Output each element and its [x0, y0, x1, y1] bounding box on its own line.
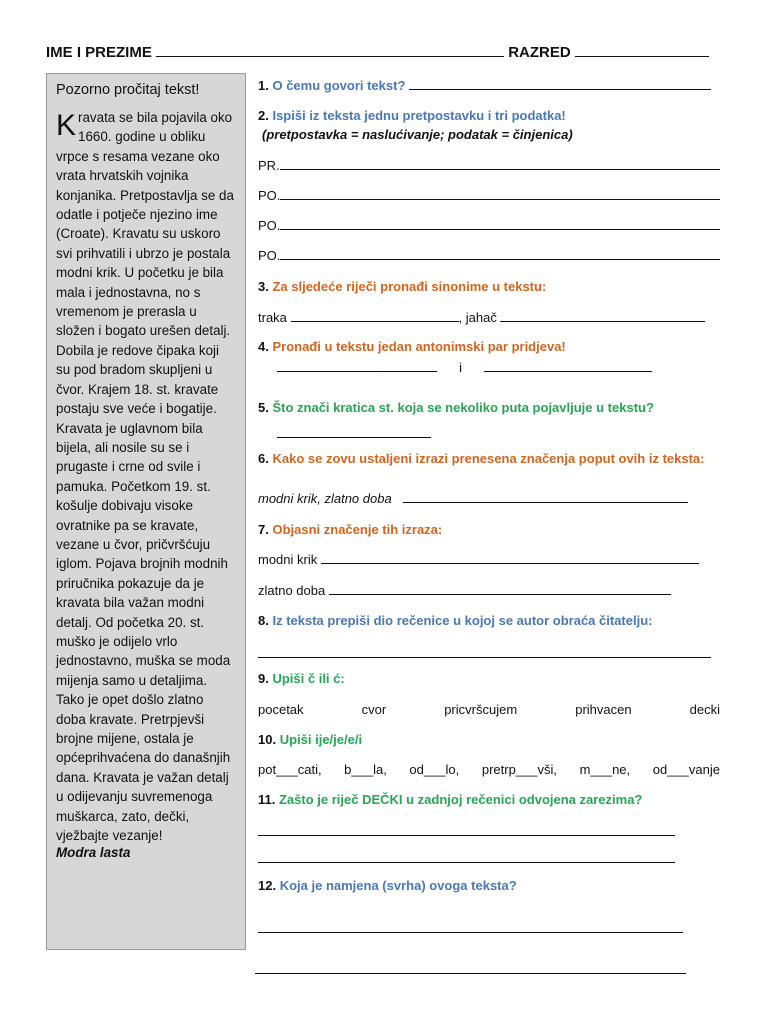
q2-row-pr: PR. — [258, 158, 720, 173]
question-2-hint: (pretpostavka = naslućivanje; podatak = činjenica) — [262, 127, 573, 142]
question-3: 3. Za sljedeće riječi pronađi sinonime u tekstu: — [258, 279, 547, 294]
answer-line-4b[interactable] — [484, 361, 652, 372]
q7-row-2: zlatno doba — [258, 583, 671, 598]
q10-word[interactable]: od___lo, — [409, 762, 460, 777]
q2-row-po3: PO. — [258, 248, 720, 263]
question-8: 8. Iz teksta prepiši dio rečenice u kojoj se autor obraća čitatelju: — [258, 613, 653, 628]
answer-line-8[interactable] — [258, 657, 711, 658]
question-6: 6. Kako se zovu ustaljeni izrazi prenesena značenja poput ovih iz teksta: — [258, 451, 705, 466]
question-2: 2. Ispiši iz teksta jednu pretpostavku i tri podatka! — [258, 108, 566, 123]
class-label: RAZRED — [508, 44, 571, 61]
q6-phrases-row: modni krik, zlatno doba — [258, 491, 688, 506]
passage-text — [56, 108, 236, 845]
header — [46, 44, 726, 61]
answer-line-6[interactable] — [403, 492, 688, 503]
q2-row-po2: PO. — [258, 218, 720, 233]
passage-body: ravata se bila pojavila oko 1660. godine u obliku vrpce s resama vezane oko vrata hrvatskih vojnika konjanika. Pretpostavlja se da odatle i potječe njezino ime (Croate). Kravatu su uskoro svi prihvatili i ubrzo je postala modni krik. U početku je bila mala i jednostavna, no s vremenom je prerasla u složen i bogato urešen detalj. Dobila je redove čipaka koji su pod bradom skupljeni u čvor. Krajem 18. st. kravate postaju sve veće i bogatije. Kravata je uglavnom bila bijela, ali nosile su se i prugaste i crne od svile i pamuka. Početkom 19. st. košulje dobivaju visoke ovratnike pa se kravate, vezane u čvor, pričvršćuju iglom. Pojava brojnih modnih priručnika pokazuje da je kravata bila važan modni detalj. Od početka 20. st. muško je odijelo vrlo jednostavno, muška se moda mijenja samo u detaljima. Tako je opet došlo zlatno doba kravate. Pretrpjevši brojne mijene, ostala je općeprihvaćena do današnjih dana. Kravata je važan detalj u odijevanju suvremenoga muškarca, zato, dečki, vježbajte vezanje! — [56, 110, 234, 844]
answer-line-3b[interactable] — [500, 311, 705, 322]
question-1: 1. O čemu govori tekst? — [258, 78, 711, 93]
answer-line-3a[interactable] — [291, 311, 459, 322]
answer-line-2a[interactable] — [280, 159, 720, 170]
answer-line-5[interactable] — [277, 437, 431, 438]
q7-row-1: modni krik — [258, 552, 699, 567]
question-9: 9. Upiši č ili ć: — [258, 671, 345, 686]
q10-word[interactable]: pretrp___vši, — [481, 762, 557, 777]
answer-line-7b[interactable] — [329, 584, 671, 595]
answer-line-1[interactable] — [409, 79, 711, 90]
question-4: 4. Pronađi u tekstu jedan antonimski par pridjeva! — [258, 339, 566, 354]
answer-line-11a[interactable] — [258, 835, 675, 836]
reading-passage-box — [46, 73, 246, 950]
answer-line-12b[interactable] — [255, 973, 686, 974]
q4-answers: i — [277, 360, 652, 375]
question-7: 7. Objasni značenje tih izraza: — [258, 522, 443, 537]
q9-word[interactable]: pocetak — [258, 702, 304, 717]
answer-line-11b[interactable] — [258, 862, 675, 863]
q10-words — [258, 762, 720, 777]
question-11: 11. Zašto je riječ DEČKI u zadnjoj rečenici odvojena zarezima? — [258, 792, 643, 807]
passage-source: Modra lasta — [56, 845, 131, 861]
question-5: 5. Što znači kratica st. koja se nekoliko puta pojavljuje u tekstu? — [258, 400, 654, 415]
question-10: 10. Upiši ije/je/e/i — [258, 732, 363, 747]
answer-line-2b[interactable] — [280, 189, 720, 200]
q9-words — [258, 702, 720, 717]
q9-word[interactable]: pricvršcujem — [444, 702, 518, 717]
q10-word[interactable]: b___la, — [344, 762, 387, 777]
dropcap-letter: K — [56, 109, 77, 142]
passage-title: Pozorno pročitaj tekst! — [56, 82, 200, 98]
name-label: IME I PREZIME — [46, 44, 152, 61]
answer-line-4a[interactable] — [277, 361, 437, 372]
q10-word[interactable]: od___vanje — [652, 762, 720, 777]
question-12: 12. Koja je namjena (svrha) ovoga teksta? — [258, 878, 517, 893]
name-line[interactable] — [156, 44, 504, 57]
q2-row-po1: PO. — [258, 188, 720, 203]
q9-word[interactable]: prihvacen — [575, 702, 632, 717]
q10-word[interactable]: m___ne, — [579, 762, 631, 777]
q10-word[interactable]: pot___cati, — [258, 762, 322, 777]
answer-line-2c[interactable] — [280, 219, 720, 230]
answer-line-12a[interactable] — [258, 932, 683, 933]
answer-line-7a[interactable] — [321, 553, 699, 564]
q9-word[interactable]: decki — [689, 702, 720, 717]
q3-answers: traka , jahač — [258, 310, 705, 325]
class-line[interactable] — [575, 44, 709, 57]
answer-line-2d[interactable] — [280, 249, 720, 260]
q9-word[interactable]: cvor — [361, 702, 387, 717]
